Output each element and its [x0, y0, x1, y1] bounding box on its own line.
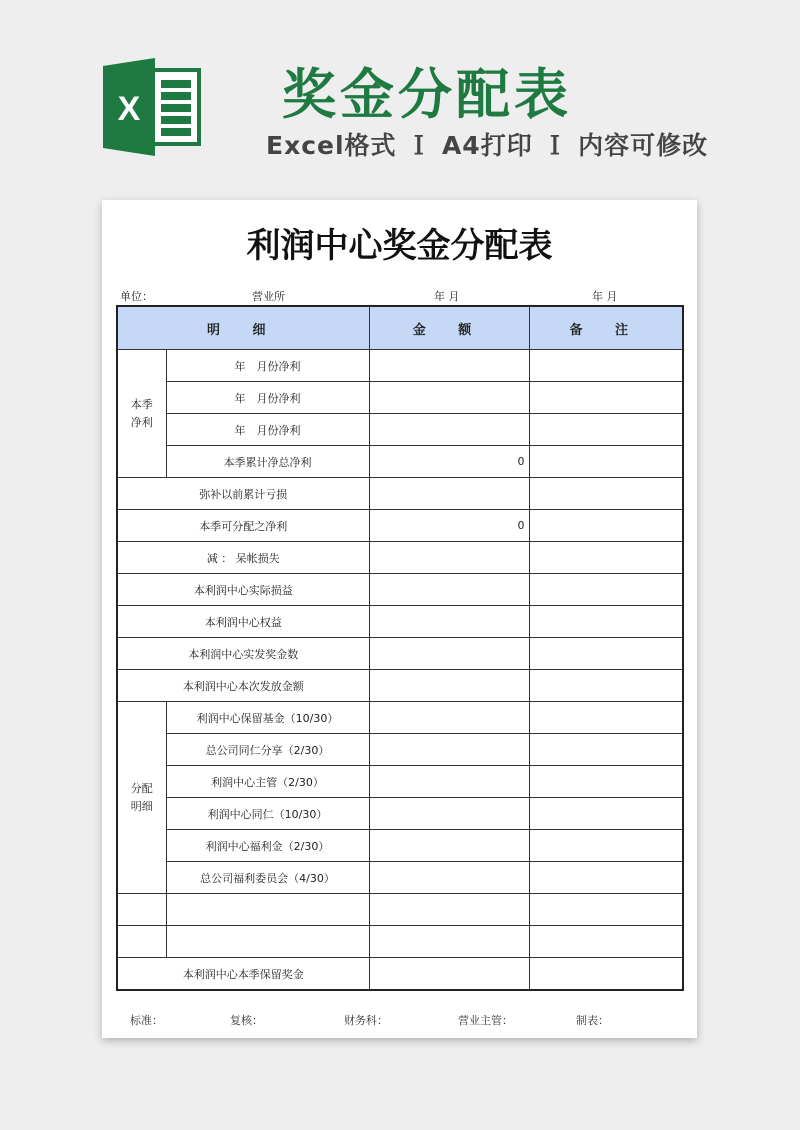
remark-cell[interactable] — [529, 382, 683, 414]
row-label: 利润中心福利金（2/30） — [166, 830, 369, 862]
amount-cell[interactable] — [369, 606, 529, 638]
amount-cell[interactable] — [369, 382, 529, 414]
row-label: 年 月份净利 — [166, 382, 369, 414]
header-amount: 金 额 — [369, 306, 529, 350]
amount-cell[interactable] — [369, 670, 529, 702]
banner-title: 奖金分配表 — [282, 63, 572, 126]
empty-cell[interactable] — [117, 926, 166, 958]
group-net-profit: 本季 净利 — [117, 350, 166, 478]
header-row — [117, 306, 683, 350]
empty-cell[interactable] — [117, 894, 166, 926]
amount-cell[interactable] — [369, 958, 529, 991]
remark-cell[interactable] — [529, 926, 683, 958]
row-label: 减 ： 呆帐损失 — [117, 542, 369, 574]
table-row — [117, 478, 683, 510]
remark-cell[interactable] — [529, 478, 683, 510]
amount-cell[interactable] — [369, 734, 529, 766]
remark-cell[interactable] — [529, 574, 683, 606]
row-label: 年 月份净利 — [166, 350, 369, 382]
table-row — [117, 542, 683, 574]
table-row — [117, 382, 683, 414]
table-row — [117, 574, 683, 606]
table-row — [117, 862, 683, 894]
amount-cell[interactable] — [369, 702, 529, 734]
group-distribution: 分配 明细 — [117, 702, 166, 894]
amount-cell[interactable] — [369, 830, 529, 862]
empty-row — [117, 894, 683, 926]
document-page — [102, 200, 697, 1038]
table-row — [117, 958, 683, 991]
amount-cell[interactable] — [369, 350, 529, 382]
amount-cell[interactable] — [369, 478, 529, 510]
row-label: 利润中心同仁（10/30） — [166, 798, 369, 830]
unit-label: 单位： — [120, 290, 153, 303]
amount-cell[interactable]: 0 — [369, 446, 529, 478]
table-row — [117, 702, 683, 734]
date-2: 年 月 — [592, 290, 618, 303]
table-row — [117, 766, 683, 798]
remark-cell[interactable] — [529, 798, 683, 830]
remark-cell[interactable] — [529, 542, 683, 574]
remark-cell[interactable] — [529, 958, 683, 991]
row-label: 利润中心保留基金（10/30） — [166, 702, 369, 734]
footer-manager: 营业主管： — [458, 1014, 513, 1027]
amount-cell[interactable] — [369, 638, 529, 670]
amount-cell[interactable]: 0 — [369, 510, 529, 542]
table-row — [117, 830, 683, 862]
remark-cell[interactable] — [529, 414, 683, 446]
row-label: 弥补以前累计亏损 — [117, 478, 369, 510]
remark-cell[interactable] — [529, 670, 683, 702]
footer-standard: 标准： — [130, 1014, 163, 1027]
remark-cell[interactable] — [529, 894, 683, 926]
table-row — [117, 670, 683, 702]
empty-cell[interactable] — [166, 894, 369, 926]
row-label: 本利润中心实际损益 — [117, 574, 369, 606]
amount-cell[interactable] — [369, 542, 529, 574]
empty-cell[interactable] — [166, 926, 369, 958]
row-label: 本利润中心实发奖金数 — [117, 638, 369, 670]
remark-cell[interactable] — [529, 766, 683, 798]
svg-text:X: X — [117, 90, 141, 128]
remark-cell[interactable] — [529, 830, 683, 862]
remark-cell[interactable] — [529, 734, 683, 766]
table-row — [117, 414, 683, 446]
table-row — [117, 638, 683, 670]
table-row — [117, 350, 683, 382]
row-label: 本利润中心本次发放金额 — [117, 670, 369, 702]
header-remark: 备 注 — [529, 306, 683, 350]
date-1: 年 月 — [434, 290, 460, 303]
remark-cell[interactable] — [529, 702, 683, 734]
document-title: 利润中心奖金分配表 — [246, 226, 553, 266]
footer-review: 复核： — [230, 1014, 263, 1027]
banner-subtitle: Excel格式 Ｉ A4打印 Ｉ 内容可修改 — [266, 131, 709, 160]
table-row — [117, 446, 683, 478]
row-label: 总公司福利委员会（4/30） — [166, 862, 369, 894]
remark-cell[interactable] — [529, 638, 683, 670]
row-label: 利润中心主管（2/30） — [166, 766, 369, 798]
row-label: 本季可分配之净利 — [117, 510, 369, 542]
amount-cell[interactable] — [369, 926, 529, 958]
amount-cell[interactable] — [369, 798, 529, 830]
row-label: 本季累计净总净利 — [166, 446, 369, 478]
remark-cell[interactable] — [529, 446, 683, 478]
empty-row — [117, 926, 683, 958]
bonus-table — [116, 305, 684, 991]
row-label: 年 月份净利 — [166, 414, 369, 446]
header-detail: 明 细 — [117, 306, 369, 350]
remark-cell[interactable] — [529, 862, 683, 894]
amount-cell[interactable] — [369, 862, 529, 894]
amount-cell[interactable] — [369, 414, 529, 446]
amount-cell[interactable] — [369, 894, 529, 926]
footer-finance: 财务科： — [344, 1014, 388, 1027]
remark-cell[interactable] — [529, 606, 683, 638]
table-row — [117, 606, 683, 638]
table-row — [117, 510, 683, 542]
table-row — [117, 798, 683, 830]
table-row — [117, 734, 683, 766]
amount-cell[interactable] — [369, 766, 529, 798]
remark-cell[interactable] — [529, 350, 683, 382]
unit-value: 营业所 — [252, 290, 285, 303]
footer-preparer: 制表： — [576, 1014, 609, 1027]
row-label: 本利润中心权益 — [117, 606, 369, 638]
row-label: 总公司同仁分享（2/30） — [166, 734, 369, 766]
remark-cell[interactable] — [529, 510, 683, 542]
excel-logo-icon — [103, 58, 203, 156]
row-label: 本利润中心本季保留奖金 — [117, 958, 369, 991]
amount-cell[interactable] — [369, 574, 529, 606]
